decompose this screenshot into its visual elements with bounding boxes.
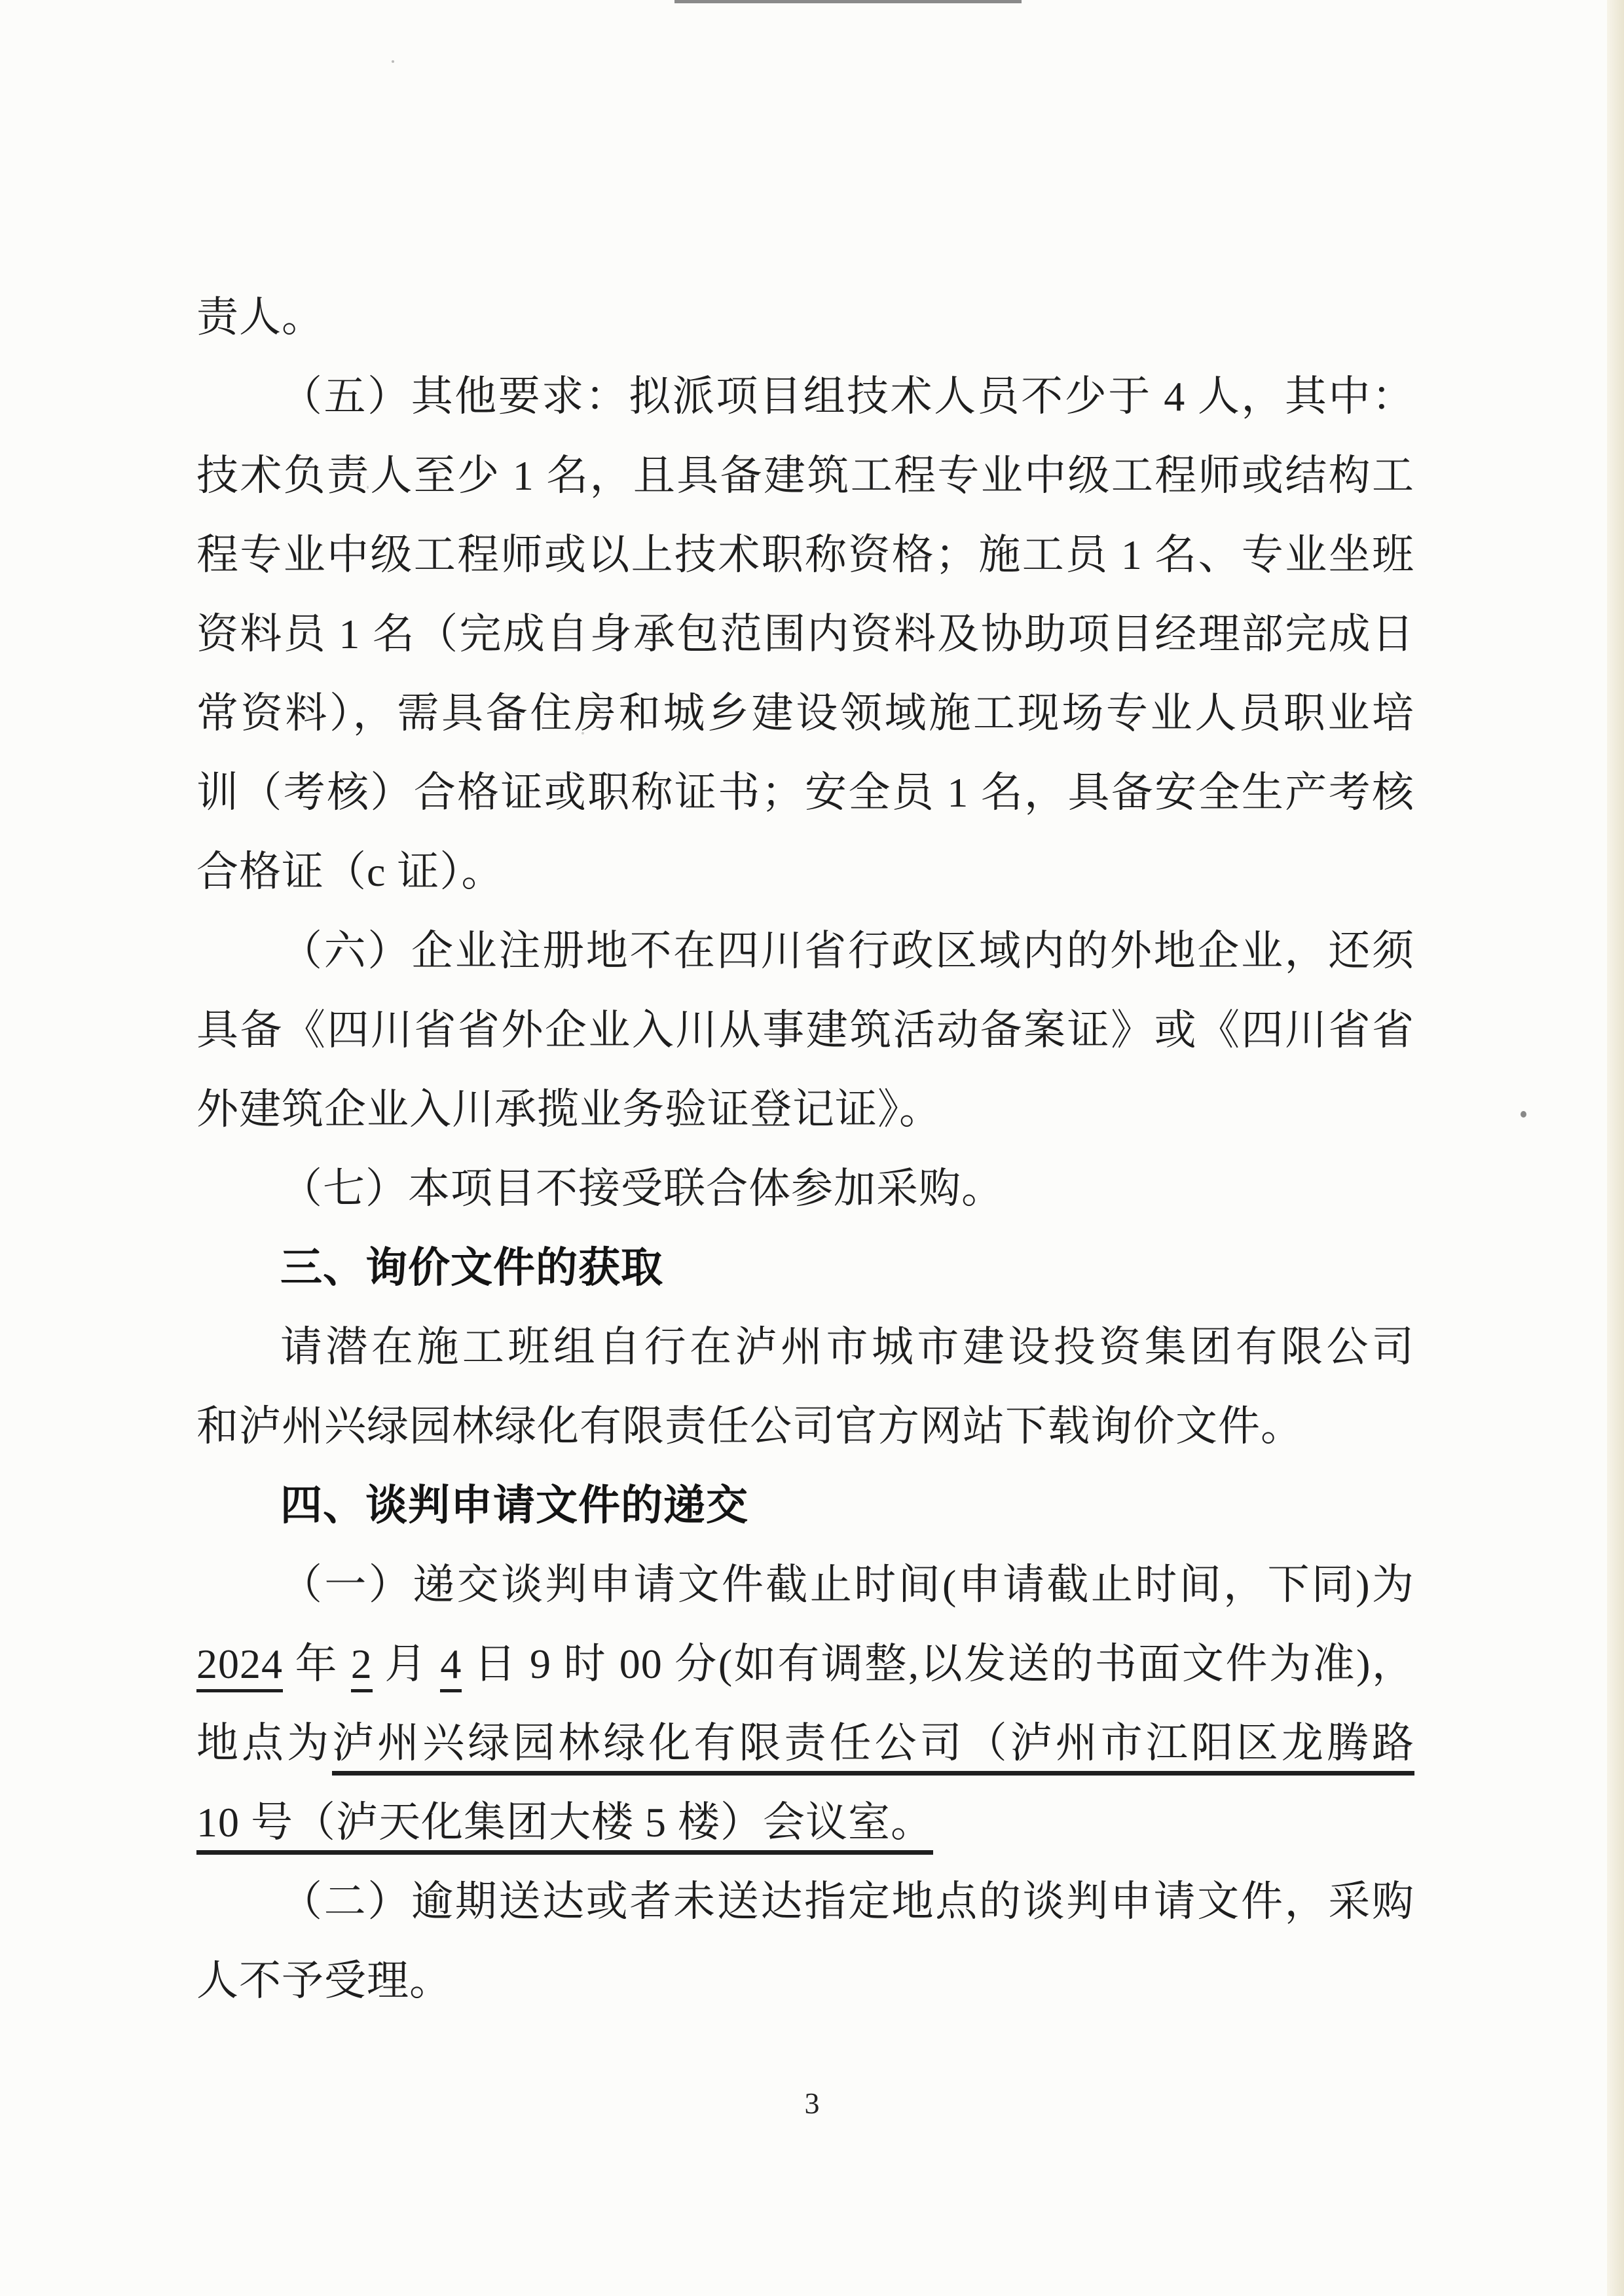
location-underlined-2: 10 号（泸天化集团大楼 5 楼）会议室。 bbox=[196, 1799, 933, 1855]
item1-intro-line: （一）递交谈判申请文件截止时间(申请截止时间，下同)为 bbox=[280, 1561, 1414, 1608]
paragraph-continuation-line: 责人。 bbox=[196, 294, 324, 340]
item6-line: 外建筑企业入川承揽业务验证登记证》。 bbox=[196, 1086, 942, 1133]
item5-line: （五）其他要求：拟派项目组技术人员不少于 4 人，其中： bbox=[280, 373, 1414, 420]
deadline-time-note: 日 9 时 00 分(如有调整,以发送的书面文件为准)， bbox=[462, 1641, 1415, 1687]
submission-location-line-2 bbox=[196, 1783, 1414, 1862]
item5-line: 常资料），需具备住房和城乡建设领域施工现场专业人员职业培 bbox=[196, 690, 1414, 737]
item7-line: （七）本项目不接受联合体参加采购。 bbox=[280, 1165, 1004, 1212]
section3-body-line: 请潜在施工班组自行在泸州市城市建设投资集团有限公司 bbox=[280, 1324, 1414, 1370]
deadline-day: 4 bbox=[440, 1641, 462, 1692]
page-number: 3 bbox=[804, 2086, 820, 2120]
item5-line: 资料员 1 名（完成自身承包范围内资料及协助项目经理部完成日 bbox=[196, 611, 1414, 657]
scan-speck bbox=[392, 60, 394, 63]
item5-line: 技术负责人至少 1 名，且具备建筑工程专业中级工程师或结构工 bbox=[196, 452, 1414, 499]
submission-location-line bbox=[196, 1704, 1414, 1783]
year-unit: 年 bbox=[283, 1641, 351, 1687]
scan-speck bbox=[1521, 1111, 1526, 1118]
item6-line: （六）企业注册地不在四川省行政区域内的外地企业，还须 bbox=[280, 928, 1414, 974]
deadline-date-line bbox=[196, 1624, 1414, 1704]
deadline-year: 2024 bbox=[196, 1641, 283, 1692]
scan-artifact-right-edge bbox=[1607, 0, 1624, 2296]
location-underlined: 泸州兴绿园林绿化有限责任公司（泸州市江阳区龙腾路 bbox=[332, 1720, 1414, 1776]
section3-body-line: 和泸州兴绿园林绿化有限责任公司官方网站下载询价文件。 bbox=[196, 1403, 1303, 1449]
section3-heading: 三、询价文件的获取 bbox=[280, 1245, 663, 1291]
month-unit: 月 bbox=[372, 1641, 441, 1687]
scan-artifact-top-edge bbox=[674, 0, 1022, 3]
item5-line: 训（考核）合格证或职称证书；安全员 1 名，具备安全生产考核 bbox=[196, 769, 1414, 816]
item5-line: 程专业中级工程师或以上技术职称资格；施工员 1 名、专业坐班 bbox=[196, 532, 1414, 578]
section4-heading: 四、谈判申请文件的递交 bbox=[280, 1482, 748, 1529]
item2-line: （二）逾期送达或者未送达指定地点的谈判申请文件，采购 bbox=[280, 1878, 1414, 1925]
location-prefix: 地点为 bbox=[196, 1720, 333, 1766]
item5-line: 合格证（c 证）。 bbox=[196, 848, 504, 895]
item2-line: 人不予受理。 bbox=[196, 1958, 452, 2004]
deadline-month: 2 bbox=[351, 1641, 373, 1692]
item6-line: 具备《四川省省外企业入川从事建筑活动备案证》或《四川省省 bbox=[196, 1007, 1414, 1053]
document-body bbox=[196, 278, 1414, 2020]
